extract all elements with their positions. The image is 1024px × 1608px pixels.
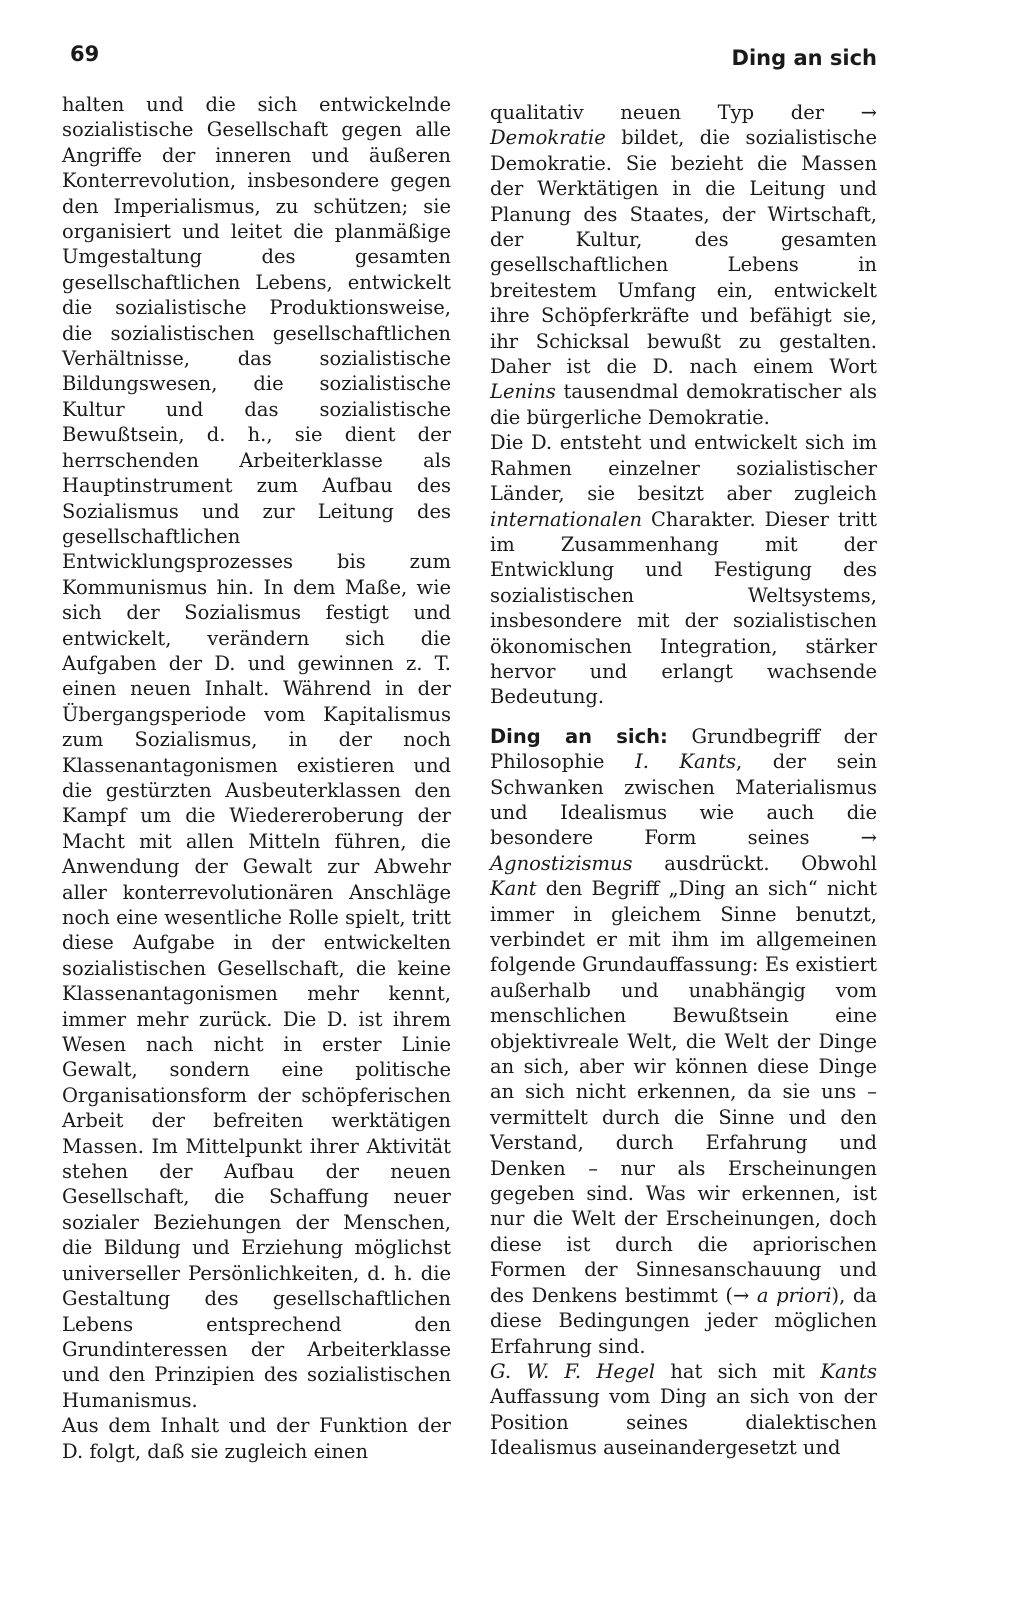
emphasis: Kant xyxy=(490,877,537,901)
paragraph xyxy=(490,100,877,430)
text-run: den Begriff „Ding an sich“ nicht immer in gleichem Sinne benutzt, verbindet er mit ihm im allgemeinen folgende Grundauffassung: Es existiert außerhalb und unabhängig vom menschlichen Bewußtsein eine objektivreale Welt, die Welt der Dinge an sich, aber wir können diese Dinge an sich nicht erkennen, da sie uns – vermittelt durch die Sinne und den Verstand, durch Erfahrung und Denken – nur als Erscheinungen gegeben sind. Was wir erkennen, ist nur die Welt der Erscheinungen, doch diese ist durch die apriorischen Formen der Sinnesanschauung und des Denkens bestimmt ( xyxy=(490,877,877,1307)
emphasis: Kants xyxy=(820,1359,877,1383)
text-run: Die D. entsteht und entwickelt sich im Rahmen einzelner sozialistischer Länder, sie besitzt aber zugleich xyxy=(490,431,877,506)
left-column xyxy=(62,92,451,1464)
cross-reference: Agnostizismus xyxy=(490,851,633,875)
text-run: hat sich mit xyxy=(655,1359,821,1383)
page-number: 69 xyxy=(70,42,100,66)
cross-reference-arrow: → xyxy=(860,101,877,124)
emphasis: G. W. F. Hegel xyxy=(490,1359,656,1383)
cross-reference-arrow: → xyxy=(732,1283,750,1307)
paragraph: halten und die sich entwickelnde sozialistische Gesellschaft gegen alle Angriffe der inneren und äußeren Konterrevolution, insbesondere gegen den Imperialismus, zu schützen; sie organisiert und leitet die planmäßige Umgestaltung des gesamten gesellschaftlichen Lebens, entwickelt die sozialistische Produktionsweise, die sozialistischen gesellschaftlichen Verhältnisse, das sozialistische Bildungswesen, die sozialistische Kultur und das sozialistische Bewußtsein, d. h., sie dient der herrschenden Arbeiterklasse als Hauptinstrument zum Aufbau des Sozialismus und zur Leitung des gesellschaftlichen Entwicklungsprozesses bis zum Kommunismus hin. In dem Maße, wie sich der Sozialismus festigt und entwickelt, verändern sich die Aufgaben der D. und gewinnen z. T. einen neuen Inhalt. Während in der Übergangsperiode vom Kapitalismus zum Sozialismus, in der noch Klassenantagonismen existieren und die gestürzten Ausbeuterklassen den Kampf um die Wiedereroberung der Macht mit allen Mitteln führen, die Anwendung der Gewalt zur Abwehr aller konterrevolutionären Anschläge noch eine wesentliche Rolle spielt, tritt diese Aufgabe in der entwickelten sozialistischen Gesellschaft, die keine Klassenantagonismen mehr kennt, immer mehr zurück. Die D. ist ihrem Wesen nach nicht in erster Linie Gewalt, sondern eine politische Organisationsform der schöpferischen Arbeit der befreiten werktätigen Massen. Im Mittelpunkt ihrer Aktivität stehen der Aufbau der neuen Gesellschaft, die Schaffung neuer sozialer Beziehungen der Menschen, die Bildung und Erziehung möglichst universeller Persönlichkeiten, d. h. die Gestaltung des gesellschaftlichen Lebens entsprechend den Grundinteressen der Arbeiterklasse und den Prinzipien des sozialistischen Humanismus. xyxy=(62,93,451,1412)
text-run: qualitativ neuen Typ der xyxy=(490,101,861,124)
entry-paragraph xyxy=(490,724,877,1359)
emphasis: I. Kants xyxy=(635,750,737,774)
emphasis: Lenins xyxy=(490,380,556,404)
paragraph: Aus dem Inhalt und der Funktion der D. folgt, daß sie zugleich einen xyxy=(62,1414,451,1463)
entry-headword: Ding an sich: xyxy=(490,724,668,748)
text-run: tausendmal demokratischer als die bürgerliche Demokratie. xyxy=(490,380,877,429)
emphasis: internationalen xyxy=(490,507,643,531)
cross-reference: a priori xyxy=(756,1283,832,1307)
text-run: Charakter. Dieser tritt im Zusammenhang mit der Entwicklung und Festigung des sozialistischen Weltsystems, insbesondere mit der sozialistischen ökonomischen Integration, stärker hervor und erlangt wachsende Bedeutung. xyxy=(490,507,877,709)
cross-reference-arrow: → xyxy=(860,826,877,850)
text-run: bildet, die sozialistische Demokratie. Sie bezieht die Massen der Werktätigen in die Leitung und Planung des Staates, der Wirtschaft, der Kultur, des gesamten gesellschaftlichen Lebens in breitestem Umfang ein, entwickelt ihre Schöpferkräfte und befähigt sie, ihr Schicksal bewußt zu gestalten. Daher ist die D. nach einem Wort xyxy=(490,126,877,379)
running-head: Ding an sich xyxy=(731,46,877,70)
text-run: Auffassung vom Ding an sich von der Position seines dialektischen Idealismus auseinandergesetzt und xyxy=(490,1385,877,1460)
cross-reference: Demokratie xyxy=(490,126,606,150)
text-run: ), da diese Bedingungen jeder möglichen Erfahrung sind. xyxy=(490,1283,877,1358)
right-column xyxy=(490,100,877,1461)
paragraph xyxy=(490,1359,877,1461)
paragraph xyxy=(490,430,877,709)
text-run: Grundbegriff der Philosophie xyxy=(490,724,877,774)
text-run: ausdrückt. Obwohl xyxy=(632,851,877,875)
text-run: , der sein Schwanken zwischen Materialismus und Idealismus wie auch die besondere Form seines xyxy=(490,750,878,850)
